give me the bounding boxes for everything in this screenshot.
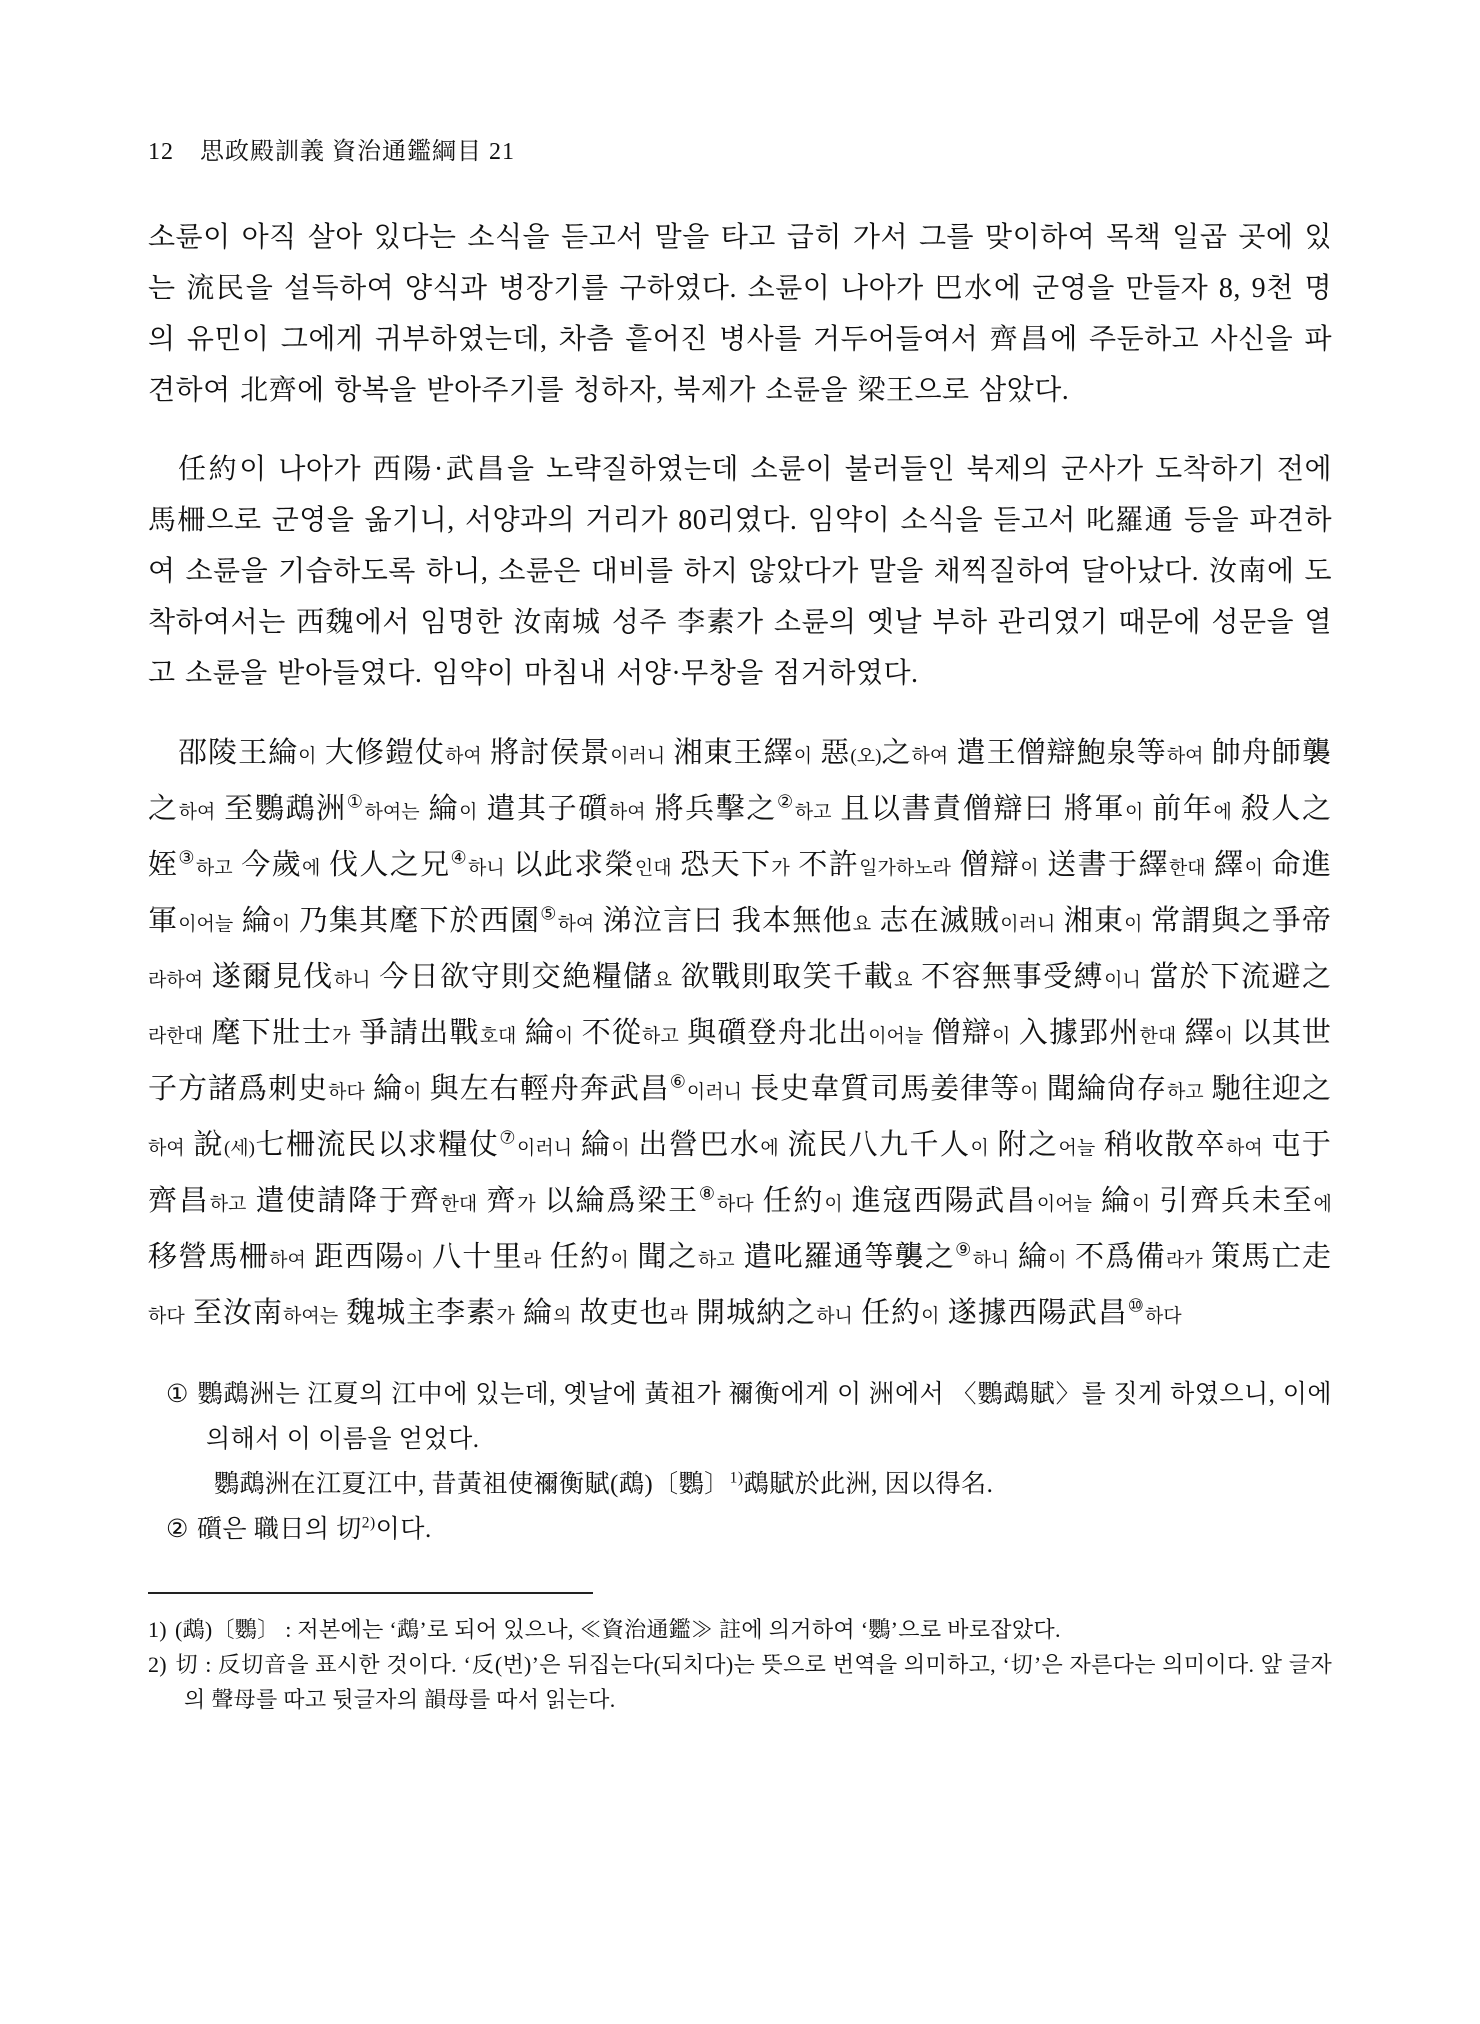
annotation-korean-2: 礩은 職日의 切$^{2)}$이다. (196, 1514, 432, 1543)
footnote-item-2 (148, 1647, 1332, 1717)
annotation-korean-1: 鸚鵡洲는 江夏의 江中에 있는데, 옛날에 黃祖가 禰衡에게 이 洲에서 〈鸚鵡賦〉를 짓게 하였으니, 이에 의해서 이 이름을 얻었다. (197, 1381, 1332, 1453)
annotation-list (148, 1372, 1332, 1552)
annotation-item-1 (166, 1372, 1332, 1462)
page-content (148, 136, 1332, 1717)
running-head (148, 136, 1332, 168)
book-title: 思政殿訓義 資治通鑑綱目 21 (200, 139, 515, 165)
annotation-chinese-1: 鸚鵡洲在江夏江中, 昔黃祖使禰衡賦(鵡)〔鸚〕$^{1)}$鵡賦於此洲, 因以得名. (214, 1469, 994, 1498)
footnote-text-1: (鵡)〔鸚〕 : 저본에는 ‘鵡’로 되어 있으나, ≪資治通鑑≫ 註에 의거하여 ‘鸚’으로 바로잡았다. (174, 1617, 1061, 1642)
page-number: 12 (148, 139, 174, 165)
annotation-marker-2: ② (166, 1516, 189, 1543)
annotation-marker-1: ① (166, 1381, 190, 1408)
footnote-marker-1: 1) (148, 1617, 167, 1642)
translation-paragraph-1: 소륜이 아직 살아 있다는 소식을 듣고서 말을 타고 급히 가서 그를 맞이하여 목책 일곱 곳에 있는 流民을 설득하여 양식과 병장기를 구하였다. 소륜이 나아가 巴水에 군영을 만들자 8, 9천 명의 유민이 그에게 귀부하였는데, 차츰 흩어진 병사를 거두어들여서 齊昌에 주둔하고 사신을 파견하여 北齊에 항복을 받아주기를 청하자, 북제가 소륜을 梁王으로 삼았다. (148, 222, 1332, 406)
footnote-marker-2: 2) (148, 1652, 167, 1677)
hanmun-paragraph: 邵陵王綸이 大修鎧仗하여 將討侯景이러니 湘東王繹이 惡(오)之하여 遣王僧辯鮑泉等하여 帥舟師襲之하여 至鸚鵡洲①하여는 綸이 遣其子礩하여 將兵擊之②하고 且以書責僧辯曰 將軍이 前年에 殺人之姪③하고 今歲에 伐人之兄④하니 以此求榮인대 恐天下가 不許일가하노라 僧辯이 送書于繹한대 繹이 命進軍이어늘 綸이 乃集其麾下於西園⑤하여 涕泣言曰 我本無他요 志在滅賊이러니 湘東이 常謂與之爭帝라하여 遂爾見伐하니 今日欲守則交絶糧儲요 欲戰則取笑千載요 不容無事受縛이니 當於下流避之라한대 麾下壯士가 爭請出戰호대 綸이 不從하고 與礩登舟北出이어늘 僧辯이 入據郢州한대 繹이 以其世子方諸爲刺史하다 綸이 與左右輕舟奔武昌⑥이러니 長史韋質司馬姜律等이 聞綸尙存하고 馳往迎之하여 說(세)七柵流民以求糧仗⑦이러니 綸이 出營巴水에 流民八九千人이 附之어늘 稍收散卒하여 屯于齊昌하고 遣使請降于齊한대 齊가 以綸爲梁王⑧하다 任約이 進寇西陽武昌이어늘 綸이 引齊兵未至에 移營馬柵하여 距西陽이 八十里라 任約이 聞之하고 遣叱羅通等襲之⑨하니 綸이 不爲備라가 策馬亡走하다 至汝南하여는 魏城主李素가 綸의 故吏也라 開城納之하니 任約이 遂據西陽武昌⑩하다 (148, 737, 1332, 1329)
footnote-separator (148, 1592, 593, 1594)
annotation-item-2 (166, 1507, 1332, 1552)
footnote-list (148, 1612, 1332, 1717)
footnote-text-2: 切 : 反切音을 표시한 것이다. ‘反(번)’은 뒤집는다(되치다)는 뜻으로 번역을 의미하고, ‘切’은 자른다는 의미이다. 앞 글자의 聲母를 따고 뒷글자의 韻母를 따서 읽는다. (174, 1652, 1332, 1712)
translation-paragraph-2: 任約이 나아가 西陽·武昌을 노략질하였는데 소륜이 불러들인 북제의 군사가 도착하기 전에 馬柵으로 군영을 옮기니, 서양과의 거리가 80리였다. 임약이 소식을 듣고서 叱羅通 등을 파견하여 소륜을 기습하도록 하니, 소륜은 대비를 하지 않았다가 말을 채찍질하여 달아났다. 汝南에 도착하여서는 西魏에서 임명한 汝南城 성주 李素가 소륜의 옛날 부하 관리였기 때문에 성문을 열고 소륜을 받아들였다. 임약이 마침내 서양·무창을 점거하였다. (148, 454, 1332, 689)
footnote-item-1 (148, 1612, 1332, 1647)
